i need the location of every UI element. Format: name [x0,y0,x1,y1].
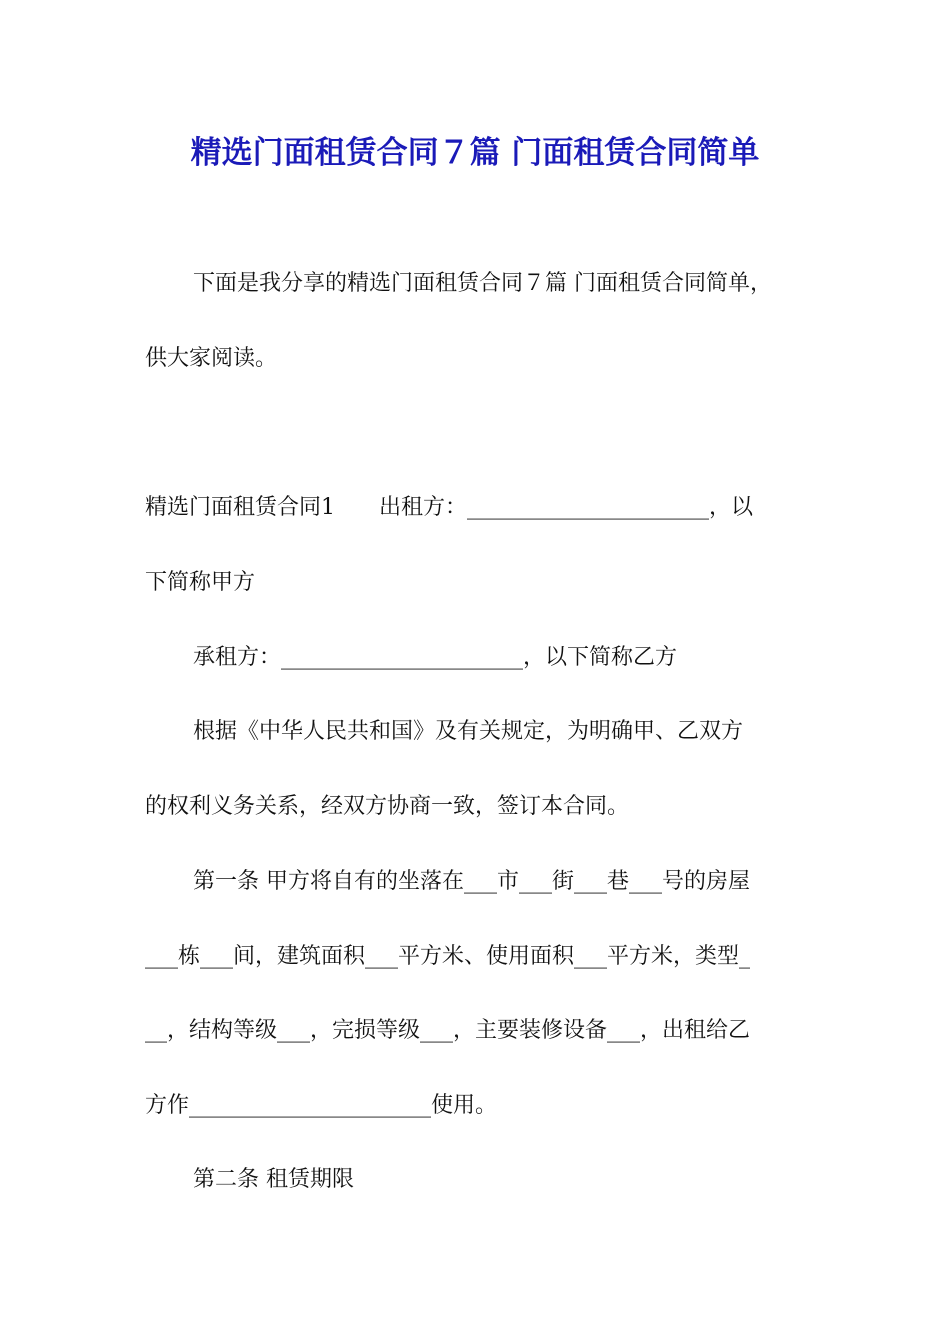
section-heading: 第二条 租赁期限 [193,1167,354,1192]
paragraph-line: 下面是我分享的精选门面租赁合同７篇 门面租赁合同简单， [193,271,772,296]
paragraph-line: 承租方：______________________，以下简称乙方 [193,645,678,670]
paragraph-line: 精选门面租赁合同1 出租方：______________________，以 [145,495,753,520]
paragraph-line: 方作______________________使用。 [145,1093,498,1118]
paragraph-line: 下简称甲方 [145,570,256,595]
document-title: 精选门面租赁合同７篇 门面租赁合同简单 [190,135,760,171]
paragraph-line: 根据《中华人民共和国》及有关规定，为明确甲、乙双方 [193,719,744,744]
paragraph-line: __，结构等级___，完损等级___，主要装修设备___，出租给乙 [145,1018,751,1043]
paragraph-line: 的权利义务关系，经双方协商一致，签订本合同。 [145,794,630,819]
paragraph-line: ___栋___间，建筑面积___平方米、使用面积___平方米，类型_ [145,944,751,969]
paragraph-line: 供大家阅读。 [145,346,278,371]
paragraph-line: 第一条 甲方将自有的坐落在___市___街___巷___号的房屋 [193,869,750,894]
